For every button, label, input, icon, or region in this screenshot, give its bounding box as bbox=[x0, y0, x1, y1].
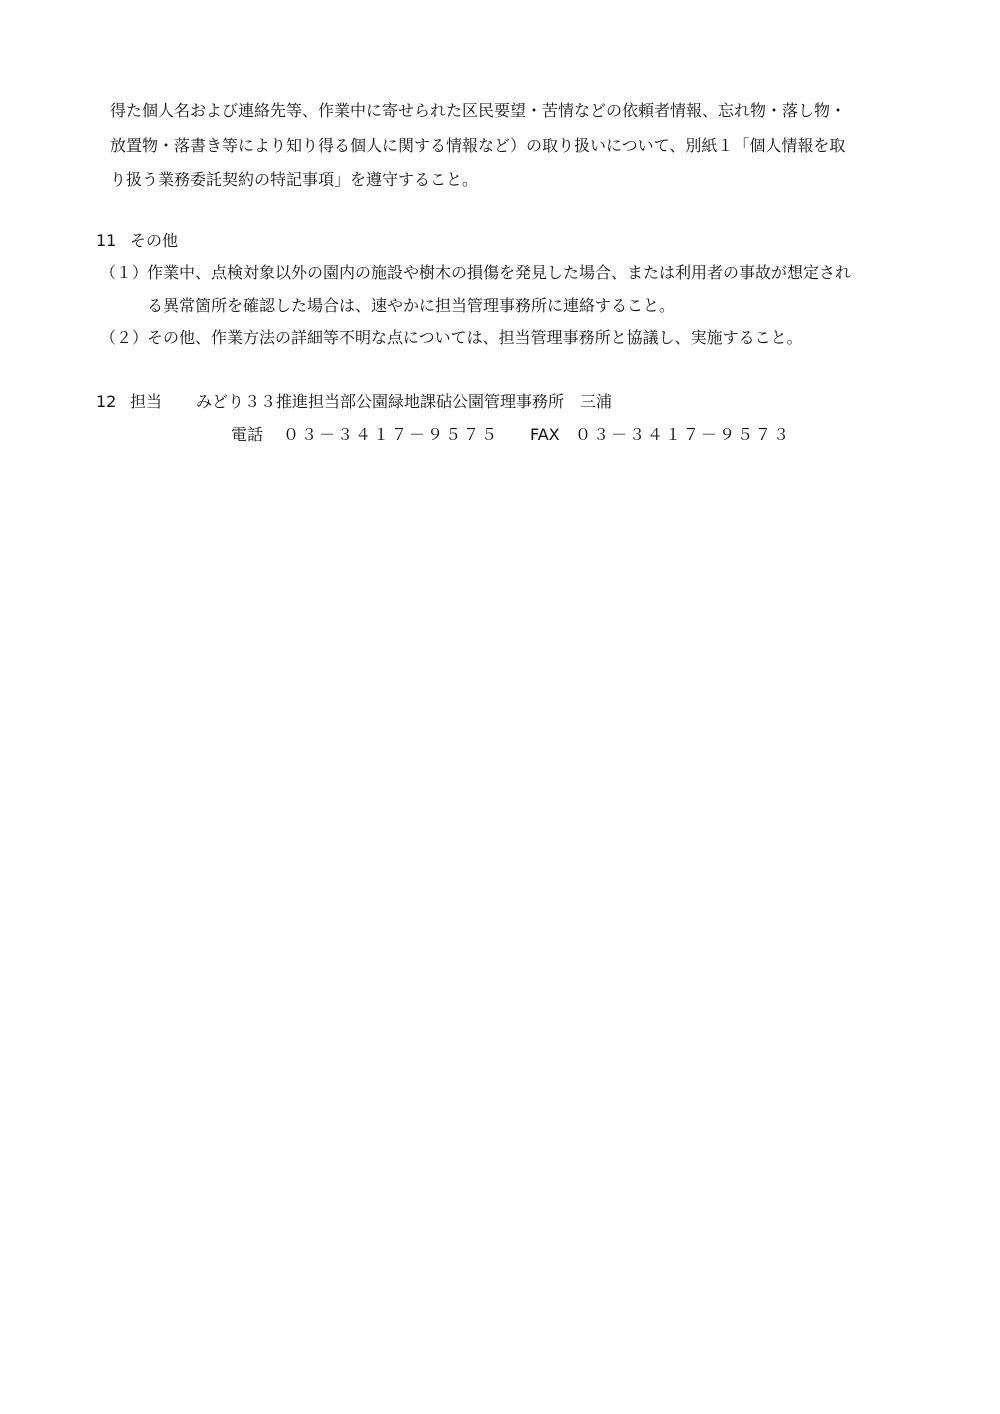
section10-line-3: り扱う業務委託契約の特記事項」を遵守すること。 bbox=[110, 170, 479, 189]
section12-office: みどり３３推進担当部公園緑地課砧公園管理事務所 三浦 bbox=[196, 392, 613, 411]
section12-heading: 担当 bbox=[130, 392, 163, 411]
phone-label: 電話 bbox=[231, 425, 264, 444]
phone-number: ０３－３４１７－９５７５ bbox=[283, 425, 500, 444]
fax-number: ０３－３４１７－９５７３ bbox=[575, 425, 792, 444]
section11-item2-marker: （２） bbox=[100, 328, 149, 347]
section10-line-1: 得た個人名および連絡先等、作業中に寄せられた区民要望・苦情などの依頼者情報、忘れ物・落し物・ bbox=[110, 101, 847, 120]
section11-item2-line-1: その他、作業方法の詳細等不明な点については、担当管理事務所と協議し、実施すること。 bbox=[147, 328, 803, 347]
section12-number: 12 bbox=[96, 392, 117, 411]
section11-heading: その他 bbox=[130, 231, 179, 250]
fax-label: FAX bbox=[530, 425, 560, 444]
section11-item1-line-1: 作業中、点検対象以外の園内の施設や樹木の損傷を発見した場合、または利用者の事故が想定され bbox=[147, 263, 852, 282]
section11-number: 11 bbox=[96, 231, 117, 250]
section11-item1-line-2: る異常箇所を確認した場合は、速やかに担当管理事務所に連絡すること。 bbox=[147, 296, 676, 315]
section10-line-2: 放置物・落書き等により知り得る個人に関する情報など）の取り扱いについて、別紙１「個人情報を取 bbox=[110, 136, 846, 155]
section11-item1-marker: （１） bbox=[100, 263, 149, 282]
